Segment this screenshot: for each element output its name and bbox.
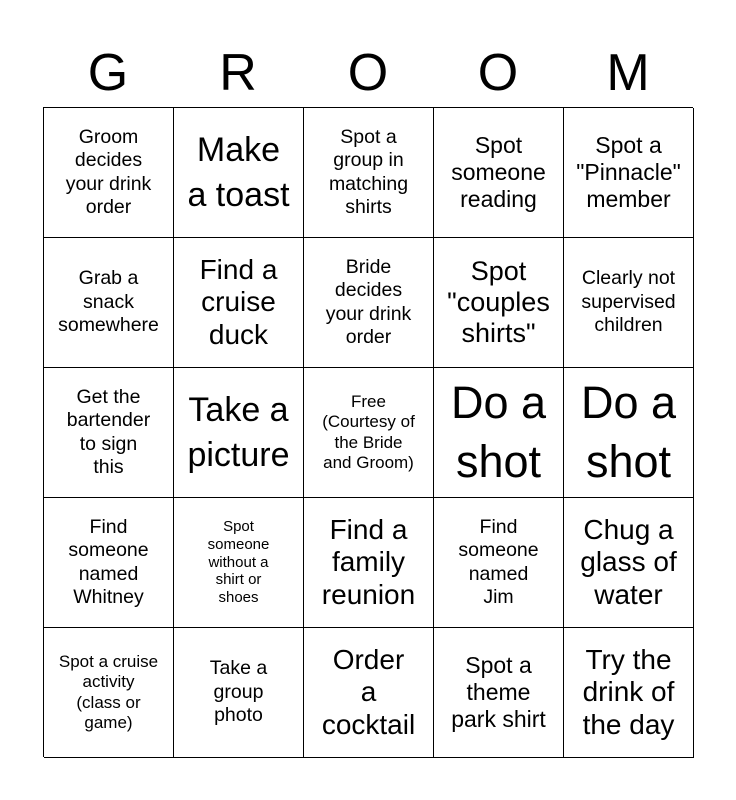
bingo-cell[interactable]: Get the bartender to sign this bbox=[44, 368, 174, 498]
header-letter-r: R bbox=[219, 44, 257, 102]
header-letter-o: O bbox=[347, 44, 389, 102]
header-letter-o: O bbox=[477, 44, 519, 102]
bingo-cell[interactable]: Spot a group in matching shirts bbox=[304, 108, 434, 238]
bingo-cell[interactable]: Spot a theme park shirt bbox=[434, 628, 564, 758]
bingo-cell[interactable]: Try the drink of the day bbox=[564, 628, 694, 758]
bingo-cell[interactable]: Spot someone without a shirt or shoes bbox=[174, 498, 304, 628]
bingo-cell[interactable]: Do a shot bbox=[564, 368, 694, 498]
bingo-cell[interactable]: Clearly not supervised children bbox=[564, 238, 694, 368]
free-space[interactable]: Free (Courtesy of the Bride and Groom) bbox=[304, 368, 434, 498]
bingo-cell[interactable]: Groom decides your drink order bbox=[44, 108, 174, 238]
bingo-board bbox=[43, 107, 693, 757]
bingo-cell[interactable]: Find someone named Jim bbox=[434, 498, 564, 628]
header-letter-m: M bbox=[606, 44, 650, 102]
bingo-cell[interactable]: Find a family reunion bbox=[304, 498, 434, 628]
bingo-cell[interactable]: Do a shot bbox=[434, 368, 564, 498]
bingo-cell[interactable]: Chug a glass of water bbox=[564, 498, 694, 628]
bingo-cell[interactable]: Spot "couples shirts" bbox=[434, 238, 564, 368]
bingo-cell[interactable]: Order a cocktail bbox=[304, 628, 434, 758]
bingo-cell[interactable]: Bride decides your drink order bbox=[304, 238, 434, 368]
header-letter-g: G bbox=[87, 44, 129, 102]
bingo-cell[interactable]: Find someone named Whitney bbox=[44, 498, 174, 628]
bingo-cell[interactable]: Spot someone reading bbox=[434, 108, 564, 238]
bingo-cell[interactable]: Take a picture bbox=[174, 368, 304, 498]
bingo-cell[interactable]: Grab a snack somewhere bbox=[44, 238, 174, 368]
bingo-cell[interactable]: Find a cruise duck bbox=[174, 238, 304, 368]
bingo-cell[interactable]: Spot a cruise activity (class or game) bbox=[44, 628, 174, 758]
bingo-cell[interactable]: Take a group photo bbox=[174, 628, 304, 758]
bingo-header bbox=[43, 38, 693, 108]
bingo-cell[interactable]: Make a toast bbox=[174, 108, 304, 238]
bingo-cell[interactable]: Spot a "Pinnacle" member bbox=[564, 108, 694, 238]
